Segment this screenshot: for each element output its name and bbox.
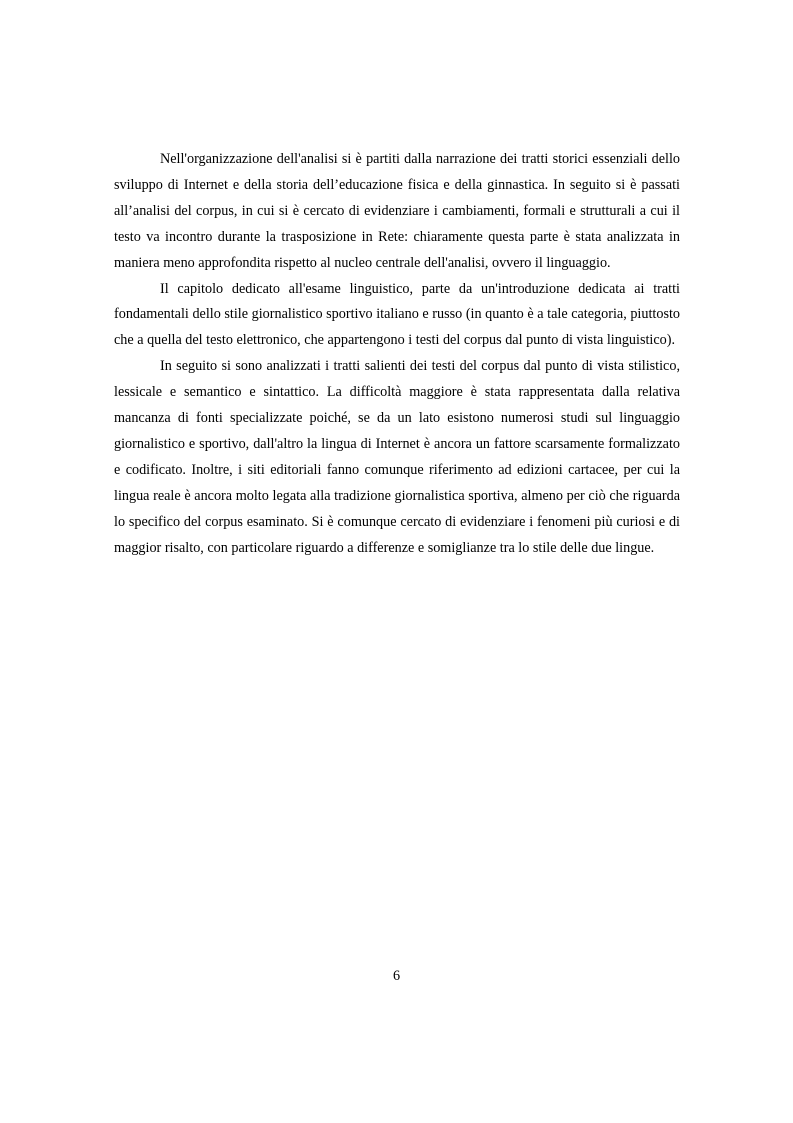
page-number: 6 (392, 968, 401, 984)
paragraph-2: Il capitolo dedicato all'esame linguistico, parte da un'introduzione dedicata ai tratti fondamentali dello stile giornalistico sportivo italiano e russo (in quanto è a tale categoria, piuttosto che a quella del testo elettronico, che appartengono i testi del corpus dal punto di vista linguistico). (114, 280, 680, 349)
paragraph-3: In seguito si sono analizzati i tratti salienti dei testi del corpus dal punto di vista stilistico, lessicale e semantico e sintattico. La difficoltà maggiore è stata rappresentata dalla relativa mancanza di fonti specializzate poiché, se da un lato esistono numerosi studi sul linguaggio giornalistico e sportivo, dall'altro la lingua di Internet è ancora un fattore scarsamente formalizzato e codificato. Inoltre, i siti editoriali fanno comunque riferimento ad edizioni cartacee, per cui la lingua reale è ancora molto legata alla tradizione giornalistica sportiva, almeno per ciò che riguarda lo specifico del corpus esaminato. Si è comunque cercato di evidenziare i fenomeni più curiosi e di maggior risalto, con particolare riguardo a differenze e somiglianze tra lo stile delle due lingue. (114, 358, 680, 556)
body-text (114, 147, 680, 562)
paragraph-1: Nell'organizzazione dell'analisi si è partiti dalla narrazione dei tratti storici essenziali dello sviluppo di Internet e della storia dell’educazione fisica e della ginnastica. In seguito si è passati all’analisi del corpus, in cui si è cercato di evidenziare i cambiamenti, formali e strutturali a cui il testo va incontro durante la trasposizione in Rete: chiaramente questa parte è stata analizzata in maniera meno approfondita rispetto al nucleo centrale dell'analisi, ovvero il linguaggio. (114, 151, 680, 271)
